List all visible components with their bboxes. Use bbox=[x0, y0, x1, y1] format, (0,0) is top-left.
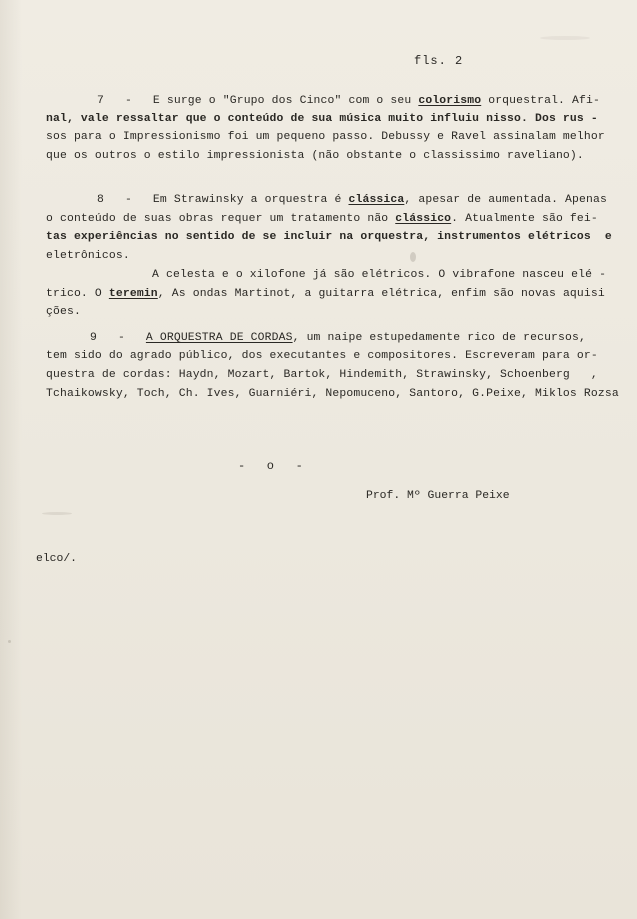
underlined-term: clássico bbox=[395, 213, 452, 225]
ink-smudge bbox=[42, 512, 72, 515]
text-segment: o conteúdo de suas obras requer um tratamento não bbox=[46, 213, 396, 225]
paragraph-7-line-3: sos para o Impressionismo foi um pequeno passo. Debussy e Ravel assinalam melhor bbox=[46, 131, 605, 143]
paragraph-9-line-1 bbox=[90, 331, 586, 345]
paragraph-8-line-3: tas experiências no sentido de se incluir na orquestra, instrumentos elétricos e bbox=[46, 231, 612, 243]
paragraph-8-line-5: A celesta e o xilofone já são elétricos. O vibrafone nasceu elé - bbox=[152, 269, 607, 281]
underlined-term: colorismo bbox=[418, 95, 482, 107]
text-segment: 8 - Em Strawinsky a orquestra é bbox=[97, 194, 349, 206]
text-segment: , As ondas Martinot, a guitarra elétrica, enfim são novas aquisi bbox=[157, 288, 605, 300]
paper-stain bbox=[540, 36, 590, 40]
ink-smudge bbox=[410, 252, 416, 262]
paragraph-8-line-7: ções. bbox=[46, 306, 81, 318]
text-segment: trico. O bbox=[46, 288, 109, 300]
text-segment: orquestral. Afi- bbox=[481, 95, 600, 107]
paragraph-7-line-2: nal, vale ressaltar que o conteúdo de sua música muito influiu nisso. Dos rus - bbox=[46, 113, 598, 125]
underlined-term: teremin bbox=[108, 288, 158, 300]
underlined-term: clássica bbox=[348, 194, 405, 206]
text-segment: , apesar de aumentada. Apenas bbox=[404, 194, 607, 206]
text-segment: 7 - E surge o "Grupo dos Cinco" com o seu bbox=[97, 95, 419, 107]
paragraph-7-line-4: que os outros o estilo impressionista (não obstante o classissimo raveliano). bbox=[46, 150, 584, 162]
paragraph-9-line-3: questra de cordas: Haydn, Mozart, Bartok, Hindemith, Strawinsky, Schoenberg , bbox=[46, 369, 598, 381]
typist-initials: elco/. bbox=[36, 553, 78, 565]
page-number: fls. 2 bbox=[414, 54, 464, 68]
signature: Prof. Mº Guerra Peixe bbox=[366, 490, 510, 502]
text-segment: . Atualmente são fei- bbox=[451, 213, 598, 225]
paragraph-8-line-2 bbox=[46, 212, 598, 226]
paragraph-8-line-6 bbox=[46, 287, 605, 301]
paragraph-9-line-2: tem sido do agrado público, dos executantes e compositores. Escreveram para or- bbox=[46, 350, 598, 362]
paragraph-7-line-1 bbox=[97, 94, 600, 108]
text-segment: , um naipe estupedamente rico de recursos, bbox=[292, 332, 586, 344]
underlined-heading: A ORQUESTRA DE CORDAS bbox=[145, 332, 293, 344]
paragraph-8-line-1 bbox=[97, 193, 607, 207]
ink-smudge bbox=[8, 640, 11, 643]
section-separator: - o - bbox=[238, 459, 303, 473]
paragraph-8-line-4: eletrônicos. bbox=[46, 250, 130, 262]
paragraph-9-line-4: Tchaikowsky, Toch, Ch. Ives, Guarniéri, Nepomuceno, Santoro, G.Peixe, Miklos Rozsa bbox=[46, 388, 619, 400]
text-segment: 9 - bbox=[90, 332, 146, 344]
